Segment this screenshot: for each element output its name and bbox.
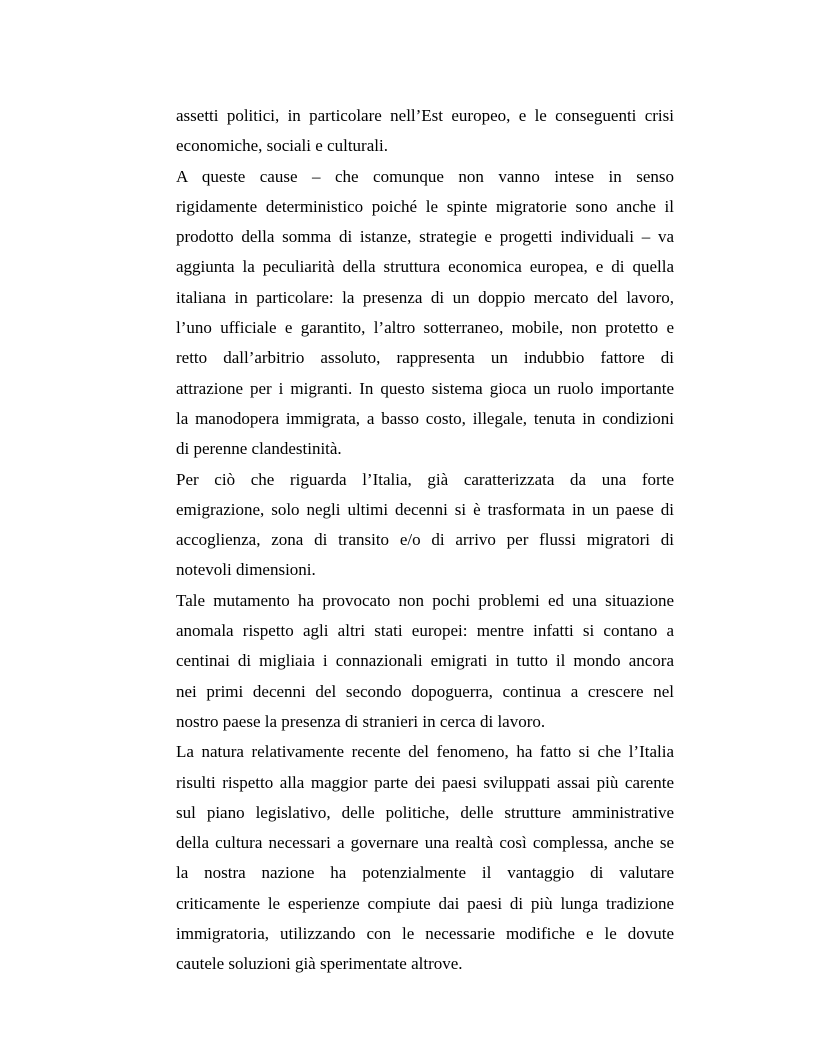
text-line: accoglienza, zona di transito e/o di arrivo per flussi migratori di <box>176 530 674 550</box>
text-line: italiana in particolare: la presenza di un doppio mercato del lavoro, <box>176 287 674 307</box>
text-line: della cultura necessari a governare una realtà così complessa, anche se <box>176 833 674 853</box>
text-line: nostro paese la presenza di stranieri in cerca di lavoro. <box>176 711 546 731</box>
text-line: nei primi decenni del secondo dopoguerra, continua a crescere nel <box>176 681 674 701</box>
text-line: la nostra nazione ha potenzialmente il vantaggio di valutare <box>176 863 674 883</box>
text-line: centinai di migliaia i connazionali emigrati in tutto il mondo ancora <box>176 651 674 671</box>
text-line: emigrazione, solo negli ultimi decenni si è trasformata in un paese di <box>176 499 674 519</box>
paragraph-1 <box>176 101 674 162</box>
text-line: la manodopera immigrata, a basso costo, illegale, tenuta in condizioni <box>176 408 674 428</box>
text-line: Tale mutamento ha provocato non pochi problemi ed una situazione <box>176 590 674 610</box>
text-line: l’uno ufficiale e garantito, l’altro sotterraneo, mobile, non protetto e <box>176 318 674 338</box>
text-line: rigidamente deterministico poiché le spinte migratorie sono anche il <box>176 196 674 216</box>
paragraph-5 <box>176 737 674 979</box>
text-line: A queste cause – che comunque non vanno intese in senso <box>176 166 674 186</box>
text-line: cautele soluzioni già sperimentate altrove. <box>176 954 463 974</box>
text-line: sul piano legislativo, delle politiche, delle strutture amministrative <box>176 802 674 822</box>
text-line: anomala rispetto agli altri stati europei: mentre infatti si contano a <box>176 621 674 641</box>
paragraph-4 <box>176 586 674 737</box>
text-line: criticamente le esperienze compiute dai paesi di più lunga tradizione <box>176 893 674 913</box>
text-line: notevoli dimensioni. <box>176 560 316 580</box>
paragraph-3 <box>176 465 674 586</box>
text-line: prodotto della somma di istanze, strategie e progetti individuali – va <box>176 227 674 247</box>
text-line: immigratoria, utilizzando con le necessarie modifiche e le dovute <box>176 924 674 944</box>
text-line: aggiunta la peculiarità della struttura economica europea, e di quella <box>176 257 674 277</box>
paragraph-2 <box>176 162 674 465</box>
text-line: La natura relativamente recente del fenomeno, ha fatto si che l’Italia <box>176 742 674 762</box>
text-line: attrazione per i migranti. In questo sistema gioca un ruolo importante <box>176 378 674 398</box>
text-line: Per ciò che riguarda l’Italia, già caratterizzata da una forte <box>176 469 674 489</box>
text-line: retto dall’arbitrio assoluto, rappresenta un indubbio fattore di <box>176 348 674 368</box>
text-line: risulti rispetto alla maggior parte dei paesi sviluppati assai più carente <box>176 772 674 792</box>
text-line: di perenne clandestinità. <box>176 439 342 459</box>
text-line: assetti politici, in particolare nell’Est europeo, e le conseguenti crisi <box>176 106 674 125</box>
text-line: economiche, sociali e culturali. <box>176 136 388 156</box>
body-text <box>176 101 674 980</box>
